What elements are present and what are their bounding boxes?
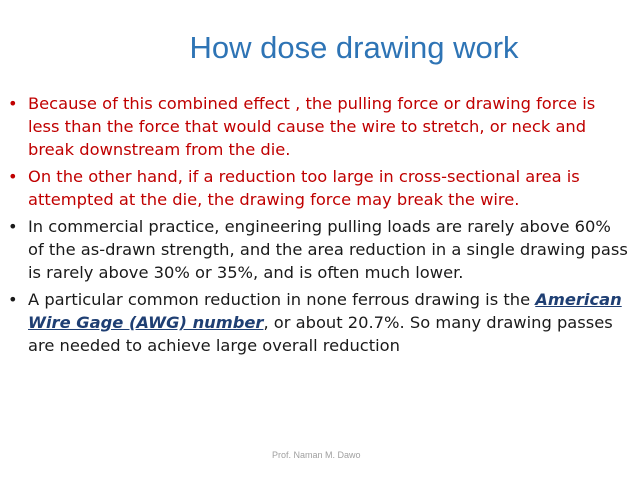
- footer-author: Prof. Naman M. Dawo: [272, 450, 361, 460]
- bullet-icon: •: [8, 290, 18, 309]
- bullet-item: [8, 288, 630, 357]
- bullet-text: Because of this combined effect , the pulling force or drawing force is less than the force that would cause the wire to stretch, or neck and break downstream from the die.: [28, 94, 596, 159]
- bullet-item: [8, 215, 630, 284]
- bullet-icon: •: [8, 94, 18, 113]
- bullet-text-before: A particular common reduction in none ferrous drawing is the: [28, 290, 536, 309]
- bullet-text-after: , or about 20.7%. So many drawing passes are needed to achieve large overall reduction: [28, 313, 613, 355]
- bullet-item: [8, 92, 630, 161]
- bullet-list: [8, 92, 630, 361]
- slide-title: How dose drawing work: [189, 30, 519, 65]
- bullet-text: In commercial practice, engineering pulling loads are rarely above 60% of the as-drawn strength, and the area reduction in a single drawing pass is rarely above 30% or 35%, and is often much lower.: [28, 217, 628, 282]
- bullet-text: On the other hand, if a reduction too large in cross-sectional area is attempted at the die, the drawing force may break the wire.: [28, 167, 580, 209]
- awg-link[interactable]: American Wire Gage (AWG) number: [28, 290, 622, 332]
- bullet-icon: •: [8, 217, 18, 236]
- bullet-icon: •: [8, 167, 18, 186]
- bullet-item: [8, 165, 630, 211]
